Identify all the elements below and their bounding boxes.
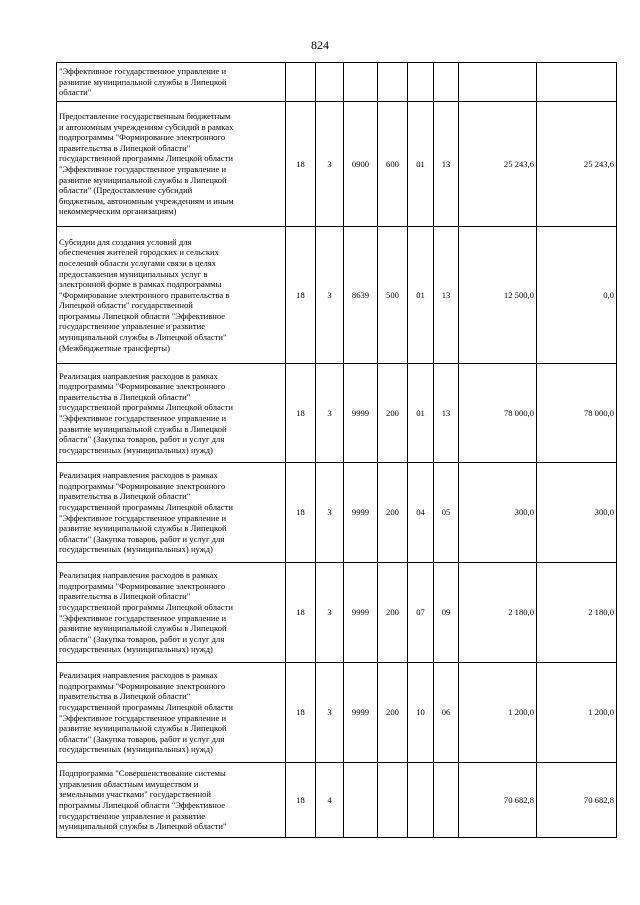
subsection-code: 13: [434, 227, 459, 364]
amount-2: 78 000,0: [537, 364, 617, 463]
table-row: [57, 763, 617, 838]
expense-type-code: [378, 63, 408, 102]
direction-code: 0900: [344, 102, 378, 227]
expense-type-code: [378, 763, 408, 838]
table-row: [57, 102, 617, 227]
amount-1: [459, 63, 537, 102]
subsection-code: 13: [434, 364, 459, 463]
ministry-code: [286, 63, 316, 102]
table-row: [57, 364, 617, 463]
amount-1: 70 682,8: [459, 763, 537, 838]
table-row: [57, 63, 617, 102]
table-row: [57, 463, 617, 563]
row-description: Подпрограмма "Совершенствование системы управления областным имуществом и земельными участками" государственной программы Липецкой области "Эффективное государственное управление и развитие муниципальной службы в Липецкой области": [57, 763, 286, 838]
subsection-code: 09: [434, 563, 459, 663]
program-code: 3: [316, 563, 344, 663]
amount-2: 25 243,6: [537, 102, 617, 227]
ministry-code: 18: [286, 227, 316, 364]
ministry-code: 18: [286, 563, 316, 663]
amount-2: 1 200,0: [537, 663, 617, 763]
expense-type-code: 600: [378, 102, 408, 227]
direction-code: [344, 63, 378, 102]
subsection-code: 06: [434, 663, 459, 763]
program-code: 3: [316, 364, 344, 463]
amount-2: 2 180,0: [537, 563, 617, 663]
table-row: [57, 663, 617, 763]
program-code: 3: [316, 463, 344, 563]
ministry-code: 18: [286, 763, 316, 838]
row-description: Предоставление государственным бюджетным и автономным учреждениям субсидий в рамках подпрограммы "Формирование электронного правительства в Липецкой области" государственной программы Липецкой области "Эффективное государственное управление и развитие муниципальной службы в Липецкой области" (Предоставление субсидий бюджетным, автономным учреждениям и иным некоммерческим организациям): [57, 102, 286, 227]
program-code: [316, 63, 344, 102]
row-description: Реализация направления расходов в рамках подпрограммы "Формирование электронного правительства в Липецкой области" государственной программы Липецкой области "Эффективное государственное управление и развитие муниципальной службы в Липецкой области" (Закупка товаров, работ и услуг для государственных (муниципальных) нужд): [57, 663, 286, 763]
subsection-code: [434, 63, 459, 102]
ministry-code: 18: [286, 663, 316, 763]
section-code: [408, 63, 434, 102]
expense-type-code: 200: [378, 364, 408, 463]
budget-table: [56, 62, 617, 838]
amount-1: 12 500,0: [459, 227, 537, 364]
row-description: "Эффективное государственное управление и развитие муниципальной службы в Липецкой области": [57, 63, 286, 102]
table-row: [57, 227, 617, 364]
section-code: 01: [408, 227, 434, 364]
direction-code: 9999: [344, 663, 378, 763]
table-row: [57, 563, 617, 663]
row-description: Субсидии для создания условий для обеспечения жителей городских и сельских поселений области услугами связи в целях предоставления муниципальных услуг в электронной форме в рамках подпрограммы "Формирование электронного правительства в Липецкой области" государственной программы Липецкой области "Эффективное государственное управление и развитие муниципальной службы в Липецкой области" (Межбюджетные трансферты): [57, 227, 286, 364]
amount-1: 2 180,0: [459, 563, 537, 663]
expense-type-code: 200: [378, 563, 408, 663]
program-code: 3: [316, 102, 344, 227]
amount-2: 300,0: [537, 463, 617, 563]
ministry-code: 18: [286, 102, 316, 227]
amount-1: 300,0: [459, 463, 537, 563]
expense-type-code: 200: [378, 663, 408, 763]
subsection-code: 05: [434, 463, 459, 563]
direction-code: 8639: [344, 227, 378, 364]
section-code: 10: [408, 663, 434, 763]
amount-1: 1 200,0: [459, 663, 537, 763]
amount-1: 25 243,6: [459, 102, 537, 227]
row-description: Реализация направления расходов в рамках подпрограммы "Формирование электронного правительства в Липецкой области" государственной программы Липецкой области "Эффективное государственное управление и развитие муниципальной службы в Липецкой области" (Закупка товаров, работ и услуг для государственных (муниципальных) нужд): [57, 364, 286, 463]
direction-code: 9999: [344, 364, 378, 463]
amount-2: [537, 63, 617, 102]
amount-2: 0,0: [537, 227, 617, 364]
program-code: 4: [316, 763, 344, 838]
amount-2: 70 682,8: [537, 763, 617, 838]
row-description: Реализация направления расходов в рамках подпрограммы "Формирование электронного правительства в Липецкой области" государственной программы Липецкой области "Эффективное государственное управление и развитие муниципальной службы в Липецкой области" (Закупка товаров, работ и услуг для государственных (муниципальных) нужд): [57, 563, 286, 663]
page-number: 824: [311, 38, 329, 52]
subsection-code: 13: [434, 102, 459, 227]
expense-type-code: 200: [378, 463, 408, 563]
amount-1: 78 000,0: [459, 364, 537, 463]
ministry-code: 18: [286, 364, 316, 463]
expense-type-code: 500: [378, 227, 408, 364]
ministry-code: 18: [286, 463, 316, 563]
program-code: 3: [316, 663, 344, 763]
section-code: 04: [408, 463, 434, 563]
direction-code: [344, 763, 378, 838]
program-code: 3: [316, 227, 344, 364]
subsection-code: [434, 763, 459, 838]
section-code: 01: [408, 364, 434, 463]
row-description: Реализация направления расходов в рамках подпрограммы "Формирование электронного правительства в Липецкой области" государственной программы Липецкой области "Эффективное государственное управление и развитие муниципальной службы в Липецкой области" (Закупка товаров, работ и услуг для государственных (муниципальных) нужд): [57, 463, 286, 563]
section-code: 07: [408, 563, 434, 663]
direction-code: 9999: [344, 463, 378, 563]
direction-code: 9999: [344, 563, 378, 663]
section-code: [408, 763, 434, 838]
section-code: 01: [408, 102, 434, 227]
